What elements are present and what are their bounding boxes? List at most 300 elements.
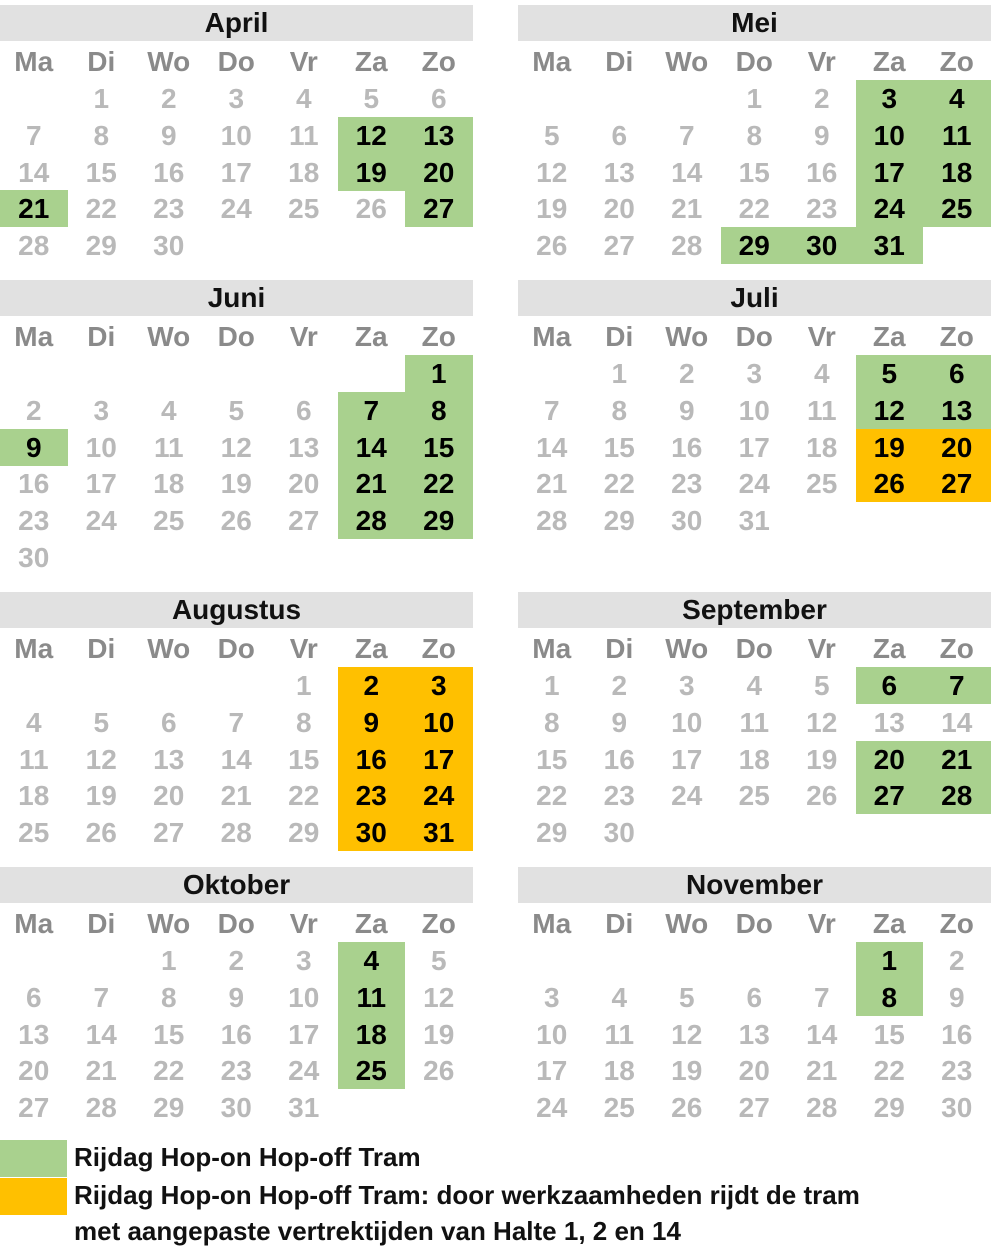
weekday-label: Za	[872, 633, 906, 664]
weekday-label: Wo	[665, 321, 709, 352]
day-cell: 16	[671, 431, 703, 463]
weekday-label: Di	[605, 633, 634, 664]
day-cell: 10	[738, 394, 770, 426]
day-cell: 11	[153, 431, 184, 463]
day-cell: 20	[923, 429, 991, 466]
day-cell: 23	[220, 1055, 252, 1087]
weekday-label: Do	[217, 46, 255, 77]
weekday-label: Za	[872, 908, 906, 939]
weekday-label: Vr	[807, 321, 836, 352]
day-cell: 12	[536, 156, 568, 188]
month-title: September	[518, 592, 991, 628]
weekday-label: Zo	[939, 908, 974, 939]
legend-works-label-line1: Rijdag Hop-on Hop-off Tram: door werkzaamheden rijdt de tram	[74, 1180, 860, 1210]
day-cell: 17	[85, 468, 117, 500]
day-cell: 16	[806, 156, 838, 188]
day-cell: 2	[160, 83, 177, 114]
day-cell: 30	[671, 505, 703, 537]
day-cell: 2	[25, 394, 42, 426]
day-cell: 20	[153, 780, 185, 812]
day-cell: 15	[536, 743, 568, 775]
legend-works-label-line2: met aangepaste vertrektijden van Halte 1, 2 en 14	[74, 1216, 681, 1246]
weekday-label: Do	[217, 321, 255, 352]
day-cell: 26	[423, 1055, 455, 1087]
day-cell: 16	[220, 1018, 252, 1050]
day-cell: 24	[856, 190, 924, 227]
day-cell: 10	[856, 117, 924, 154]
day-cell: 5	[363, 83, 380, 114]
day-cell: 12	[85, 743, 117, 775]
day-cell: 8	[295, 706, 312, 738]
day-cell: 19	[85, 780, 117, 812]
day-cell: 7	[93, 981, 110, 1013]
day-cell: 22	[873, 1055, 905, 1087]
weekday-label: Wo	[665, 908, 709, 939]
day-cell: 12	[806, 706, 838, 738]
day-cell: 22	[153, 1055, 185, 1087]
day-cell: 14	[220, 743, 252, 775]
day-cell: 27	[288, 505, 320, 537]
day-cell: 18	[738, 743, 770, 775]
day-cell: 14	[18, 156, 50, 188]
day-cell: 27	[603, 230, 635, 262]
weekday-label: Ma	[532, 908, 572, 939]
day-cell: 11	[806, 394, 837, 426]
day-cell: 23	[941, 1055, 973, 1087]
day-cell: 27	[153, 817, 185, 849]
day-cell: 4	[338, 942, 406, 979]
weekday-label: Do	[217, 908, 255, 939]
day-cell: 3	[295, 945, 312, 976]
day-cell: 9	[678, 394, 695, 426]
day-cell: 4	[611, 981, 628, 1013]
day-cell: 28	[923, 777, 991, 814]
day-cell: 8	[160, 981, 177, 1013]
month-juni	[0, 280, 473, 573]
day-cell: 23	[153, 193, 185, 225]
month-title: Oktober	[0, 867, 473, 903]
day-cell: 31	[856, 227, 924, 264]
day-cell: 10	[288, 981, 320, 1013]
day-cell: 29	[603, 505, 635, 537]
day-cell: 17	[536, 1055, 568, 1087]
day-cell: 21	[338, 465, 406, 502]
weekday-label: Vr	[807, 46, 836, 77]
weekday-label: Di	[87, 908, 116, 939]
weekday-label: Ma	[14, 321, 54, 352]
day-cell: 26	[220, 505, 252, 537]
day-cell: 11	[288, 119, 319, 151]
day-cell: 21	[220, 780, 252, 812]
day-cell: 11	[604, 1018, 635, 1050]
day-cell: 14	[338, 429, 406, 466]
day-cell: 30	[153, 230, 185, 262]
day-cell: 10	[405, 704, 473, 741]
month-augustus	[0, 592, 473, 882]
day-cell: 26	[806, 780, 838, 812]
weekday-label: Do	[735, 46, 773, 77]
day-cell: 29	[536, 817, 568, 849]
month-mei	[518, 5, 991, 295]
day-cell: 24	[220, 193, 252, 225]
day-cell: 5	[93, 706, 110, 738]
day-cell: 26	[671, 1092, 703, 1124]
day-cell: 2	[678, 358, 695, 389]
day-cell: 10	[85, 431, 117, 463]
day-cell: 5	[228, 394, 245, 426]
day-cell: 15	[288, 743, 320, 775]
day-cell: 30	[603, 817, 635, 849]
day-cell: 15	[873, 1018, 905, 1050]
legend-ride-label: Rijdag Hop-on Hop-off Tram	[74, 1142, 421, 1172]
day-cell: 27	[923, 465, 991, 502]
day-cell: 13	[18, 1018, 50, 1050]
day-cell: 8	[93, 119, 110, 151]
weekday-label: Ma	[14, 908, 54, 939]
day-cell: 1	[405, 355, 473, 392]
day-cell: 3	[746, 358, 763, 389]
day-cell: 7	[543, 394, 560, 426]
day-cell: 1	[746, 83, 763, 114]
day-cell: 10	[536, 1018, 568, 1050]
day-cell: 29	[288, 817, 320, 849]
day-cell: 29	[85, 230, 117, 262]
weekday-label: Wo	[665, 46, 709, 77]
weekday-label: Ma	[532, 46, 572, 77]
day-cell: 20	[18, 1055, 50, 1087]
day-cell: 28	[338, 502, 406, 539]
weekday-label: Zo	[421, 633, 456, 664]
day-cell: 6	[25, 981, 42, 1013]
weekday-label: Vr	[289, 633, 318, 664]
day-cell: 24	[405, 777, 473, 814]
weekday-label: Vr	[807, 633, 836, 664]
day-cell: 3	[543, 981, 560, 1013]
day-cell: 23	[671, 468, 703, 500]
weekday-label: Zo	[939, 633, 974, 664]
weekday-label: Za	[354, 633, 388, 664]
day-cell: 26	[536, 230, 568, 262]
month-title: Juni	[0, 280, 473, 316]
weekday-label: Wo	[147, 46, 191, 77]
day-cell: 20	[405, 154, 473, 191]
month-title: Augustus	[0, 592, 473, 628]
day-cell: 1	[543, 670, 560, 701]
day-cell: 19	[856, 429, 924, 466]
day-cell: 18	[288, 156, 320, 188]
day-cell: 22	[85, 193, 117, 225]
day-cell: 20	[856, 741, 924, 778]
weekday-label: Zo	[939, 321, 974, 352]
day-cell: 20	[288, 468, 320, 500]
weekday-label: Za	[872, 46, 906, 77]
day-cell: 22	[738, 193, 770, 225]
day-cell: 21	[923, 741, 991, 778]
weekday-label: Wo	[147, 908, 191, 939]
day-cell: 28	[806, 1092, 838, 1124]
day-cell: 14	[671, 156, 703, 188]
day-cell: 25	[288, 193, 320, 225]
weekday-label: Vr	[289, 321, 318, 352]
day-cell: 21	[85, 1055, 117, 1087]
day-cell: 6	[611, 119, 628, 151]
day-cell: 26	[355, 193, 387, 225]
day-cell: 26	[85, 817, 117, 849]
day-cell: 7	[813, 981, 830, 1013]
day-cell: 1	[611, 358, 628, 389]
day-cell: 22	[536, 780, 568, 812]
day-cell: 12	[220, 431, 252, 463]
day-cell: 18	[806, 431, 838, 463]
weekday-label: Di	[605, 908, 634, 939]
day-cell: 8	[543, 706, 560, 738]
day-cell: 9	[948, 981, 965, 1013]
day-cell: 24	[288, 1055, 320, 1087]
day-cell: 22	[603, 468, 635, 500]
day-cell: 2	[948, 945, 965, 976]
month-title: November	[518, 867, 991, 903]
day-cell: 17	[220, 156, 252, 188]
day-cell: 3	[678, 670, 695, 701]
day-cell: 28	[18, 230, 50, 262]
day-cell: 26	[856, 465, 924, 502]
day-cell: 30	[941, 1092, 973, 1124]
day-cell: 27	[18, 1092, 50, 1124]
day-cell: 8	[405, 392, 473, 429]
day-cell: 31	[738, 505, 770, 537]
day-cell: 19	[806, 743, 838, 775]
weekday-label: Za	[354, 908, 388, 939]
day-cell: 10	[220, 119, 252, 151]
day-cell: 3	[93, 394, 110, 426]
day-cell: 1	[93, 83, 110, 114]
day-cell: 17	[288, 1018, 320, 1050]
weekday-label: Vr	[807, 908, 836, 939]
day-cell: 21	[806, 1055, 838, 1087]
day-cell: 16	[153, 156, 185, 188]
month-april	[0, 5, 473, 295]
day-cell: 25	[603, 1092, 635, 1124]
day-cell: 1	[160, 945, 177, 976]
day-cell: 27	[405, 190, 473, 227]
weekday-label: Di	[87, 46, 116, 77]
day-cell: 19	[671, 1055, 703, 1087]
weekday-label: Zo	[421, 46, 456, 77]
day-cell: 15	[738, 156, 770, 188]
weekday-label: Di	[87, 633, 116, 664]
day-cell: 3	[228, 83, 245, 114]
weekday-label: Wo	[665, 633, 709, 664]
day-cell: 18	[603, 1055, 635, 1087]
day-cell: 25	[153, 505, 185, 537]
day-cell: 25	[806, 468, 838, 500]
day-cell: 30	[18, 542, 50, 573]
day-cell: 28	[220, 817, 252, 849]
day-cell: 24	[738, 468, 770, 500]
day-cell: 15	[85, 156, 117, 188]
legend-works-swatch	[0, 1178, 67, 1215]
day-cell: 6	[856, 667, 924, 704]
day-cell: 9	[0, 429, 68, 466]
weekday-label: Vr	[289, 908, 318, 939]
day-cell: 4	[25, 706, 42, 738]
weekday-label: Di	[605, 321, 634, 352]
day-cell: 6	[746, 981, 763, 1013]
weekday-label: Wo	[147, 633, 191, 664]
weekday-label: Ma	[532, 321, 572, 352]
day-cell: 17	[738, 431, 770, 463]
day-cell: 25	[18, 817, 50, 849]
day-cell: 6	[923, 355, 991, 392]
weekday-label: Ma	[532, 633, 572, 664]
month-juli	[518, 280, 991, 570]
day-cell: 23	[603, 780, 635, 812]
day-cell: 12	[338, 117, 406, 154]
weekday-label: Zo	[421, 321, 456, 352]
day-cell: 1	[856, 942, 924, 979]
day-cell: 19	[220, 468, 252, 500]
day-cell: 11	[18, 743, 49, 775]
day-cell: 13	[738, 1018, 770, 1050]
month-oktober	[0, 867, 473, 1157]
day-cell: 30	[338, 814, 406, 851]
weekday-label: Za	[354, 46, 388, 77]
weekday-label: Vr	[289, 46, 318, 77]
day-cell: 13	[405, 117, 473, 154]
day-cell: 18	[923, 154, 991, 191]
day-cell: 14	[536, 431, 568, 463]
day-cell: 28	[536, 505, 568, 537]
day-cell: 20	[603, 193, 635, 225]
day-cell: 2	[611, 670, 628, 701]
weekday-label: Di	[87, 321, 116, 352]
day-cell: 14	[806, 1018, 838, 1050]
weekday-label: Za	[354, 321, 388, 352]
day-cell: 28	[671, 230, 703, 262]
day-cell: 11	[338, 979, 406, 1016]
day-cell: 24	[671, 780, 703, 812]
weekday-label: Zo	[939, 46, 974, 77]
month-title: April	[0, 5, 473, 41]
day-cell: 30	[220, 1092, 252, 1124]
month-title: Juli	[518, 280, 991, 316]
day-cell: 6	[160, 706, 177, 738]
day-cell: 16	[338, 741, 406, 778]
weekday-label: Do	[735, 633, 773, 664]
day-cell: 27	[856, 777, 924, 814]
day-cell: 4	[923, 80, 991, 117]
day-cell: 15	[153, 1018, 185, 1050]
day-cell: 6	[430, 83, 447, 114]
day-cell: 21	[671, 193, 703, 225]
day-cell: 29	[153, 1092, 185, 1124]
day-cell: 2	[338, 667, 406, 704]
weekday-label: Ma	[14, 46, 54, 77]
day-cell: 15	[603, 431, 635, 463]
day-cell: 22	[405, 465, 473, 502]
day-cell: 2	[813, 83, 830, 114]
weekday-label: Wo	[147, 321, 191, 352]
month-title: Mei	[518, 5, 991, 41]
day-cell: 21	[536, 468, 568, 500]
day-cell: 21	[0, 190, 68, 227]
day-cell: 25	[738, 780, 770, 812]
day-cell: 31	[405, 814, 473, 851]
day-cell: 7	[228, 706, 245, 738]
day-cell: 22	[288, 780, 320, 812]
day-cell: 13	[153, 743, 185, 775]
day-cell: 5	[543, 119, 560, 151]
day-cell: 9	[611, 706, 628, 738]
day-cell: 4	[746, 670, 763, 701]
day-cell: 31	[288, 1092, 320, 1124]
day-cell: 19	[536, 193, 568, 225]
day-cell: 30	[788, 227, 856, 264]
day-cell: 25	[923, 190, 991, 227]
day-cell: 7	[678, 119, 695, 151]
weekday-label: Di	[605, 46, 634, 77]
day-cell: 5	[813, 670, 830, 701]
weekday-label: Do	[735, 908, 773, 939]
day-cell: 4	[295, 83, 312, 114]
day-cell: 7	[923, 667, 991, 704]
day-cell: 9	[813, 119, 830, 151]
day-cell: 9	[228, 981, 245, 1013]
day-cell: 23	[806, 193, 838, 225]
day-cell: 12	[423, 981, 455, 1013]
day-cell: 6	[295, 394, 312, 426]
day-cell: 18	[153, 468, 185, 500]
day-cell: 4	[160, 394, 177, 426]
day-cell: 24	[536, 1092, 568, 1124]
day-cell: 24	[85, 505, 117, 537]
day-cell: 11	[739, 706, 770, 738]
day-cell: 2	[228, 945, 245, 976]
day-cell: 20	[738, 1055, 770, 1087]
day-cell: 10	[671, 706, 703, 738]
day-cell: 3	[405, 667, 473, 704]
day-cell: 16	[941, 1018, 973, 1050]
day-cell: 9	[338, 704, 406, 741]
day-cell: 23	[18, 505, 50, 537]
day-cell: 11	[923, 117, 991, 154]
day-cell: 15	[405, 429, 473, 466]
day-cell: 8	[856, 979, 924, 1016]
day-cell: 13	[923, 392, 991, 429]
day-cell: 3	[856, 80, 924, 117]
weekday-label: Do	[735, 321, 773, 352]
day-cell: 7	[338, 392, 406, 429]
day-cell: 8	[611, 394, 628, 426]
day-cell: 14	[941, 706, 973, 738]
day-cell: 18	[18, 780, 50, 812]
month-september	[518, 592, 991, 882]
legend-ride-swatch	[0, 1140, 67, 1177]
day-cell: 19	[338, 154, 406, 191]
day-cell: 5	[678, 981, 695, 1013]
day-cell: 13	[873, 706, 905, 738]
day-cell: 17	[671, 743, 703, 775]
weekday-label: Za	[872, 321, 906, 352]
day-cell: 19	[423, 1018, 455, 1050]
day-cell: 1	[295, 670, 312, 701]
day-cell: 13	[288, 431, 320, 463]
day-cell: 8	[746, 119, 763, 151]
day-cell: 12	[671, 1018, 703, 1050]
day-cell: 5	[430, 945, 447, 976]
weekday-label: Ma	[14, 633, 54, 664]
day-cell: 4	[813, 358, 830, 389]
